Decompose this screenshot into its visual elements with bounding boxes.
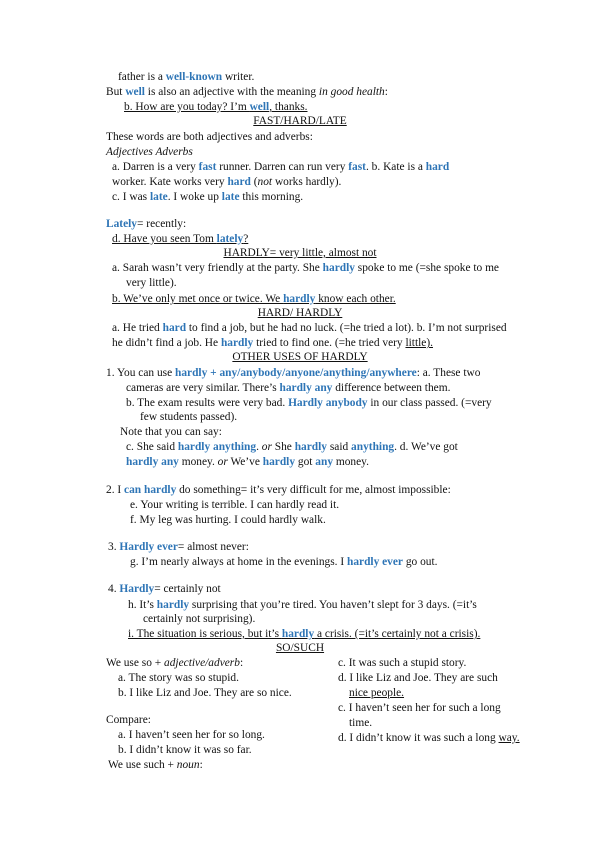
section-heading-hardly: HARDLY= very little, almost not — [223, 247, 377, 259]
text-line: 2. I can hardly do something= it’s very difficult for me, almost impossible: — [106, 484, 451, 496]
example-line: nice people. — [349, 687, 405, 699]
example-line: cameras are very similar. There’s hardly any difference between them. — [126, 382, 451, 394]
section-heading-so-such: SO/SUCH — [275, 642, 325, 654]
example-line: a. The story was so stupid. — [118, 672, 239, 684]
text-line: Adjectives Adverbs — [106, 146, 193, 158]
example-line: b. I didn’t know it was so far. — [118, 744, 252, 756]
example-line: time. — [349, 717, 373, 729]
section-heading-fast-hard-late: FAST/HARD/LATE — [253, 115, 347, 127]
example-line: worker. Kate works very hard (not works hardly). — [112, 176, 342, 188]
example-line: c. I haven’t seen her for such a long — [338, 702, 501, 714]
example-line: a. I haven’t seen her for so long. — [118, 729, 265, 741]
text-line: Lately= recently: — [106, 218, 187, 230]
text-line: Note that you can say: — [120, 426, 222, 438]
example-line: b. How are you today? I’m well, thanks. — [124, 101, 308, 113]
example-line: h. It’s hardly surprising that you’re tired. You haven’t slept for 3 days. (=it’s — [128, 599, 477, 611]
section-heading-other-uses: OTHER USES OF HARDLY — [232, 351, 368, 363]
example-line: d. I like Liz and Joe. They are such — [338, 672, 498, 684]
example-line: a. Darren is a very fast runner. Darren can run very fast. b. Kate is a hard — [112, 161, 450, 173]
example-line: d. I didn’t know it was such a long way. — [338, 732, 520, 744]
text-line: 1. You can use hardly + any/anybody/anyone/anything/anywhere: a. These two — [106, 367, 481, 379]
text-line: 3. Hardly ever= almost never: — [108, 541, 249, 553]
text-line: These words are both adjectives and adverbs: — [106, 131, 313, 143]
example-line: few students passed). — [140, 411, 238, 423]
text-line: father is a well-known writer. — [118, 71, 255, 83]
example-line: g. I’m nearly always at home in the evenings. I hardly ever go out. — [130, 556, 438, 568]
example-line: very little). — [126, 277, 177, 289]
example-line: c. It was such a stupid story. — [338, 657, 467, 669]
section-heading-hard-hardly: HARD/ HARDLY — [257, 307, 343, 319]
example-line: b. We’ve only met once or twice. We hardly know each other. — [112, 293, 396, 305]
example-line: c. I was late. I woke up late this morning. — [112, 191, 304, 203]
text-line: We use such + noun: — [108, 759, 203, 771]
example-line: he didn’t find a job. He hardly tried to find one. (=he tried very little). — [112, 337, 433, 349]
example-line: e. Your writing is terrible. I can hardly read it. — [130, 499, 340, 511]
example-line: a. Sarah wasn’t very friendly at the party. She hardly spoke to me (=she spoke to me — [112, 262, 499, 274]
example-line: f. My leg was hurting. I could hardly walk. — [130, 514, 326, 526]
example-line: b. I like Liz and Joe. They are so nice. — [118, 687, 292, 699]
text-line: 4. Hardly= certainly not — [108, 583, 221, 595]
example-line: i. The situation is serious, but it’s hardly a crisis. (=it’s certainly not a crisis). — [128, 628, 481, 640]
example-line: c. She said hardly anything. or She hardly said anything. d. We’ve got — [126, 441, 458, 453]
text-line: But well is also an adjective with the meaning in good health: — [106, 86, 388, 98]
example-line: b. The exam results were very bad. Hardly anybody in our class passed. (=very — [126, 397, 492, 409]
example-line: a. He tried hard to find a job, but he had no luck. (=he tried a lot). b. I’m not surprised — [112, 322, 507, 334]
example-line: certainly not surprising). — [143, 613, 256, 625]
text-line: Compare: — [106, 714, 151, 726]
example-line: d. Have you seen Tom lately? — [112, 233, 249, 245]
text-line: We use so + adjective/adverb: — [106, 657, 244, 669]
example-line: hardly any money. or We’ve hardly got any money. — [126, 456, 369, 468]
